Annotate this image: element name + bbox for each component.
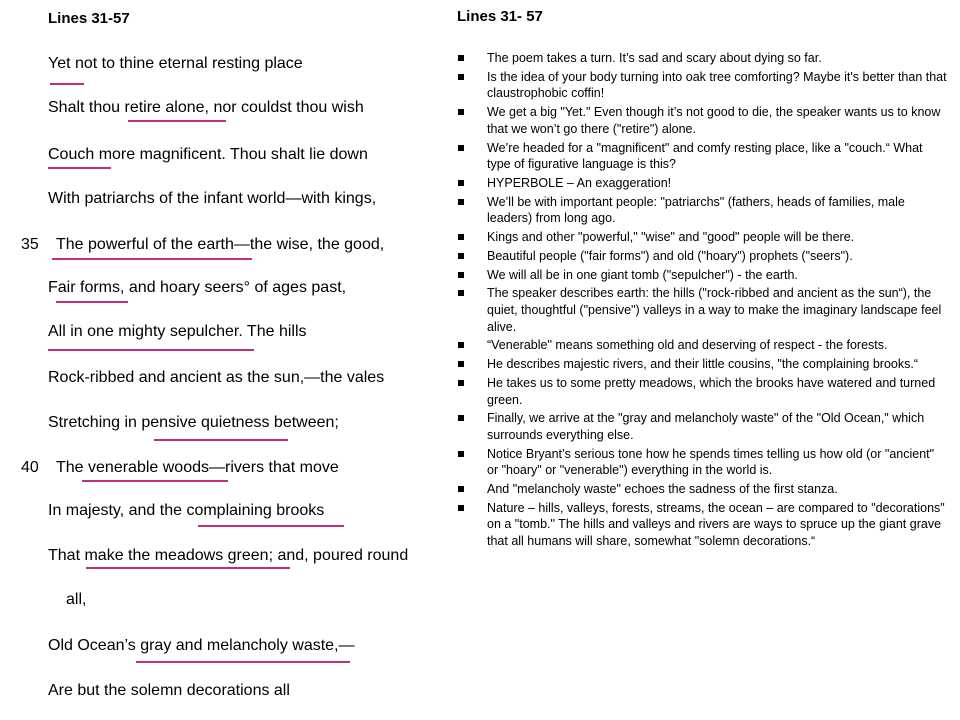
poem-line: Stretching in pensive quietness between;: [48, 414, 339, 431]
square-bullet-icon: [458, 253, 464, 259]
poem-line: In majesty, and the complaining brooks: [48, 502, 325, 519]
note-item: The speaker describes earth: the hills ("rock-ribbed and ancient as the sun“), the quiet, thoughtful ("pensive") valleys in a way to make the imaginary landscape feel alive.: [457, 285, 947, 335]
poem-line: Couch more magnificent. Thou shalt lie down: [48, 146, 368, 163]
poem-line: That make the meadows green; and, poured round: [48, 547, 409, 564]
note-item: We’re headed for a "magnificent" and comfy resting place, like a "couch.“ What type of figurative language is this?: [457, 140, 947, 173]
notes-panel: [457, 0, 952, 720]
note-item: HYPERBOLE – An exaggeration!: [457, 175, 947, 192]
annotation-underline: [48, 349, 254, 351]
poem-line: Old Ocean’s gray and melancholy waste,—: [48, 637, 355, 654]
note-item: The poem takes a turn. It’s sad and scary about dying so far.: [457, 50, 947, 67]
poem-line: Rock-ribbed and ancient as the sun,—the vales: [48, 369, 385, 386]
notes-heading: Lines 31- 57: [457, 8, 543, 25]
note-item: He takes us to some pretty meadows, which the brooks have watered and turned green.: [457, 375, 947, 408]
line-number: 35: [21, 236, 39, 253]
square-bullet-icon: [458, 342, 464, 348]
poem-line: With patriarchs of the infant world—with kings,: [48, 190, 377, 207]
note-item: “Venerable" means something old and deserving of respect - the forests.: [457, 337, 947, 354]
note-item: And "melancholy waste" echoes the sadness of the first stanza.: [457, 481, 947, 498]
note-item: We’ll be with important people: "patriarchs" (fathers, heads of families, male leaders) from long ago.: [457, 194, 947, 227]
square-bullet-icon: [458, 145, 464, 151]
note-item: Finally, we arrive at the "gray and melancholy waste" of the "Old Ocean," which surrounds everything else.: [457, 410, 947, 443]
square-bullet-icon: [458, 55, 464, 61]
poem-line: Are but the solemn decorations all: [48, 682, 290, 699]
square-bullet-icon: [458, 180, 464, 186]
square-bullet-icon: [458, 234, 464, 240]
annotation-underline: [154, 439, 288, 441]
poem-line: The powerful of the earth—the wise, the good,: [56, 236, 385, 253]
note-item: Kings and other "powerful," "wise" and "good" people will be there.: [457, 229, 947, 246]
square-bullet-icon: [458, 290, 464, 296]
square-bullet-icon: [458, 451, 464, 457]
note-item: Is the idea of your body turning into oak tree comforting? Maybe it's better than that claustrophobic coffin!: [457, 69, 947, 102]
poem-line: Shalt thou retire alone, nor couldst thou wish: [48, 99, 364, 116]
annotation-underline: [50, 83, 84, 85]
line-number: 40: [21, 459, 39, 476]
square-bullet-icon: [458, 380, 464, 386]
note-item: We will all be in one giant tomb ("sepulcher") - the earth.: [457, 267, 947, 284]
poem-heading: Lines 31-57: [48, 10, 130, 27]
poem-line: All in one mighty sepulcher. The hills: [48, 323, 307, 340]
square-bullet-icon: [458, 486, 464, 492]
poem-line: The venerable woods—rivers that move: [56, 459, 339, 476]
annotation-underline: [52, 258, 252, 260]
square-bullet-icon: [458, 272, 464, 278]
square-bullet-icon: [458, 505, 464, 511]
annotation-underline: [86, 567, 290, 569]
poem-line: Yet not to thine eternal resting place: [48, 55, 303, 72]
square-bullet-icon: [458, 199, 464, 205]
note-item: Nature – hills, valleys, forests, streams, the ocean – are compared to "decorations" on a "tomb." The hills and valleys and rivers are ways to spruce up the giant grave that all humans will share, somewhat "solemn decorations.“: [457, 500, 947, 550]
note-item: Notice Bryant’s serious tone how he spends times telling us how old (or "ancient" or "hoary" or "venerable") everything in the world is.: [457, 446, 947, 479]
poem-line: Fair forms, and hoary seers° of ages past,: [48, 279, 347, 296]
square-bullet-icon: [458, 361, 464, 367]
annotation-underline: [198, 525, 344, 527]
poem-panel: [0, 0, 450, 720]
square-bullet-icon: [458, 415, 464, 421]
annotation-underline: [82, 480, 228, 482]
annotation-underline: [48, 167, 111, 169]
notes-list: [457, 50, 947, 552]
square-bullet-icon: [458, 74, 464, 80]
note-item: Beautiful people ("fair forms") and old ("hoary") prophets ("seers").: [457, 248, 947, 265]
square-bullet-icon: [458, 109, 464, 115]
note-item: He describes majestic rivers, and their little cousins, "the complaining brooks.“: [457, 356, 947, 373]
annotation-underline: [56, 301, 128, 303]
note-item: We get a big "Yet." Even though it’s not good to die, the speaker wants us to know that we won’t go there ("retire") alone.: [457, 104, 947, 137]
annotation-underline: [128, 120, 226, 122]
annotation-underline: [136, 661, 350, 663]
poem-line: all,: [66, 591, 87, 608]
